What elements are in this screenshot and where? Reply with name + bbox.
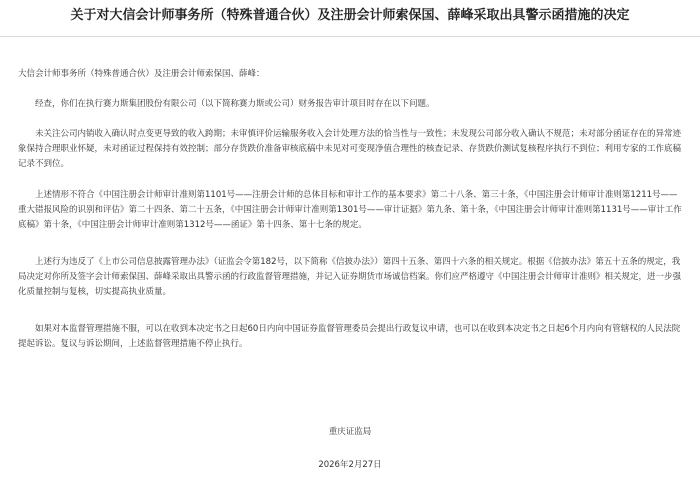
paragraph-findings-intro: 经查，你们在执行赛力斯集团股份有限公司（以下简称赛力斯或公司）财务报告审计项目时存在以下问题。 (35, 99, 435, 109)
paragraph-decision: 上述行为违反了《上市公司信息披露管理办法》（证监会令第182号，以下简称《信披办法》）第四十五条、第四十六条的相关规定。根据《信披办法》第五十五条的规定，我局决定对你所及签字会计师索保国、薛峰采取出具警示函的行政监督管理措施，并记入证券期货市场诚信档案。你们应严格遵守《中国注册会计师审计准则》相关规定，进一步强化质量控制与复核，切实提高执业质量。 (18, 257, 682, 297)
paragraph-appeal-rights: 如果对本监督管理措施不服，可以在收到本决定书之日起60日内向中国证券监督管理委员会提出行政复议申请，也可以在收到本决定书之日起6个月内向有管辖权的人民法院提起诉讼。复议与诉讼期间，上述监督管理措施不停止执行。 (18, 324, 681, 349)
addressee-line: 大信会计师事务所（特殊普通合伙）及注册会计师索保国、薛峰： (18, 69, 265, 79)
issuer-name: 重庆证监局 (328, 427, 372, 437)
issue-date: 2026年2月27日 (318, 460, 382, 470)
paragraph-issues: 未关注公司内销收入确认时点变更导致的收入跨期；未审慎评价运输服务收入会计处理方法的恰当性与一致性；未发现公司部分收入确认不规范；未对部分函证存在的异常迹象保持合理职业怀疑，未对函证过程保持有效控制；部分存货跌价准备审核底稿中未见对可变现净值合理性的核查记录、存货跌价测试复核程序执行不到位；利用专家的工作底稿记录不到位。 (18, 129, 682, 169)
title-divider (0, 36, 700, 37)
document-title: 关于对大信会计师事务所（特殊普通合伙）及注册会计师索保国、薛峰采取出具警示函措施的决定 (70, 8, 630, 23)
paragraph-standards-violated: 上述情形不符合《中国注册会计师审计准则第1101号——注册会计师的总体目标和审计工作的基本要求》第二十八条、第三十条，《中国注册会计师审计准则第1211号——重大错报风险的识别和评估》第二十四条、第二十五条，《中国注册会计师审计准则第1301号——审计证据》第九条、第十条，《中国注册会计师审计准则第1131号——审计工作底稿》第十条，《中国注册会计师审计准则第1312号——函证》第十四条、第十七条的规定。 (18, 190, 682, 230)
